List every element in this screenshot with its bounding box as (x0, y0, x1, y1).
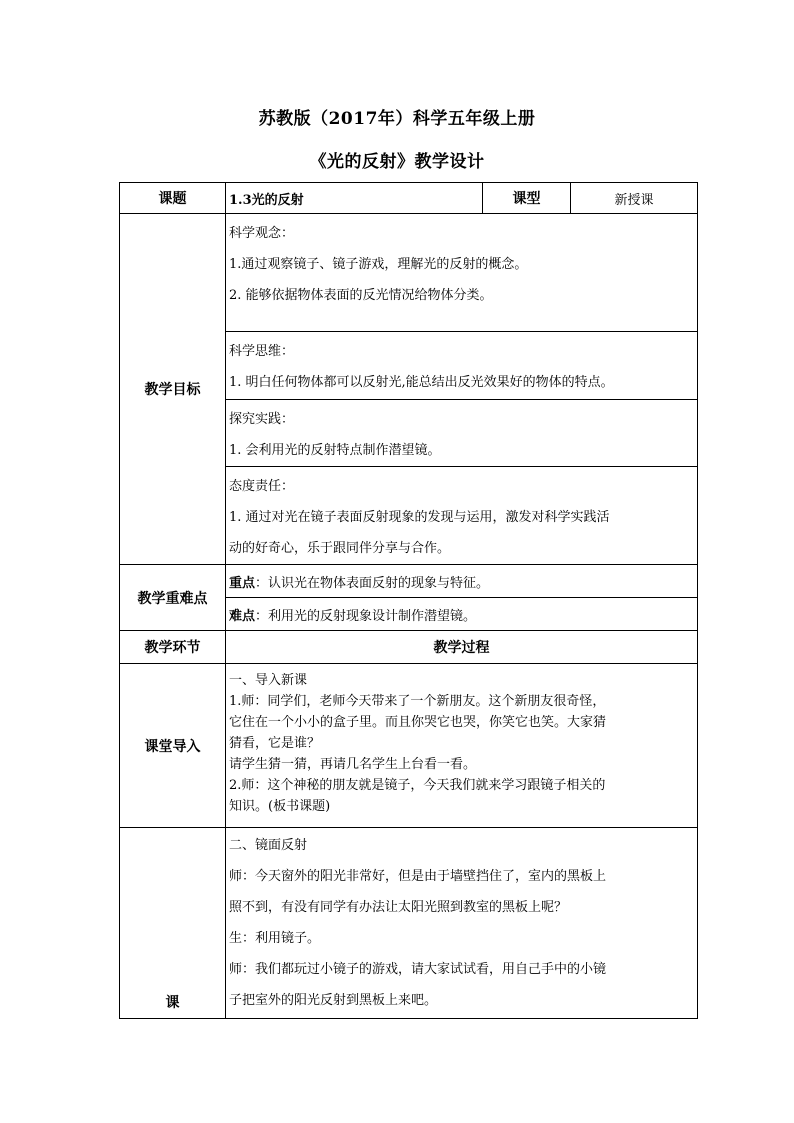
lesson-line: 二、镜面反射 (229, 838, 308, 853)
objective-heading: 科学思维： (229, 344, 295, 359)
intro-line: 知识。(板书课题) (229, 799, 331, 814)
intro-cell (226, 664, 698, 828)
key-point-row (120, 565, 698, 598)
objective-practice-cell (226, 400, 698, 467)
key-point-prefix: 重点 (229, 575, 256, 591)
lesson-type-label: 课型 (483, 183, 571, 214)
objective-thinking-cell (226, 332, 698, 400)
topic-label: 课题 (120, 183, 226, 214)
objective-item: 1.通过观察镜子、镜子游戏，理解光的反射的概念。 (229, 257, 528, 272)
objective-item: 1. 通过对光在镜子表面反射现象的发现与运用，激发对科学实践活 (229, 510, 610, 525)
process-stage-label: 教学环节 (120, 631, 226, 664)
objective-attitude-cell (226, 467, 698, 565)
objective-item: 1. 会利用光的反射特点制作潜望镜。 (229, 443, 441, 458)
lesson-row (120, 828, 698, 1019)
intro-row (120, 664, 698, 828)
intro-line: 猜看，它是谁？ (229, 736, 321, 751)
objective-item: 2. 能够依据物体表面的反光情况给物体分类。 (229, 288, 493, 303)
intro-line: 请学生猜一猜，再请几名学生上台看一看。 (229, 757, 477, 772)
process-label: 教学过程 (226, 631, 698, 664)
objective-item: 动的好奇心，乐于跟同伴分享与合作。 (229, 541, 451, 556)
lesson-cell (226, 828, 698, 1019)
key-point-cell (226, 565, 698, 598)
objective-heading: 科学观念： (229, 226, 295, 241)
objective-concept-cell (226, 214, 698, 332)
topic-row (120, 183, 698, 214)
lesson-line: 师：今天窗外的阳光非常好，但是由于墙壁挡住了，室内的黑板上 (229, 869, 607, 884)
lesson-line: 子把室外的阳光反射到黑板上来吧。 (229, 993, 438, 1008)
lesson-type-value: 新授课 (571, 183, 698, 214)
lesson-plan-table (119, 182, 698, 1019)
topic-value-text: 1.3光的反射 (229, 192, 304, 208)
intro-line: 一、导入新课 (229, 673, 308, 688)
process-header-row (120, 631, 698, 664)
objective-heading: 探究实践： (229, 412, 295, 427)
key-points-label: 教学重难点 (120, 565, 226, 631)
lesson-line: 生：利用镜子。 (229, 931, 321, 946)
lesson-line: 照不到，有没有同学有办法让太阳光照到教室的黑板上呢？ (229, 900, 568, 915)
intro-line: 1.师：同学们，老师今天带来了一个新朋友。这个新朋友很奇怪， (229, 694, 606, 709)
objective-item: 1. 明白任何物体都可以反射光,能总结出反光效果好的物体的特点。 (229, 375, 614, 390)
lesson-line: 师：我们都玩过小镜子的游戏，请大家试试看，用自己手中的小镜 (229, 962, 607, 977)
intro-line: 2.师：这个神秘的朋友就是镜子，今天我们就来学习跟镜子相关的 (229, 778, 606, 793)
key-point-text: ：认识光在物体表面反射的现象与特征。 (255, 575, 490, 591)
objective-heading: 态度责任： (229, 479, 295, 494)
document-subtitle: 《光的反射》教学设计 (309, 152, 485, 172)
intro-line: 它住在一个小小的盒子里。而且你哭它也哭，你笑它也笑。大家猜 (229, 715, 607, 730)
objectives-label: 教学目标 (120, 214, 226, 565)
difficult-point-text: ：利用光的反射现象设计制作潜望镜。 (255, 608, 477, 624)
difficult-point-cell (226, 598, 698, 631)
difficult-point-prefix: 难点 (229, 608, 256, 624)
intro-label: 课堂导入 (120, 664, 226, 828)
lesson-label: 课 (120, 828, 226, 1019)
document-title: 苏教版（2017年）科学五年级上册 (258, 109, 536, 129)
objective-row-concept (120, 214, 698, 332)
topic-value (226, 183, 483, 214)
